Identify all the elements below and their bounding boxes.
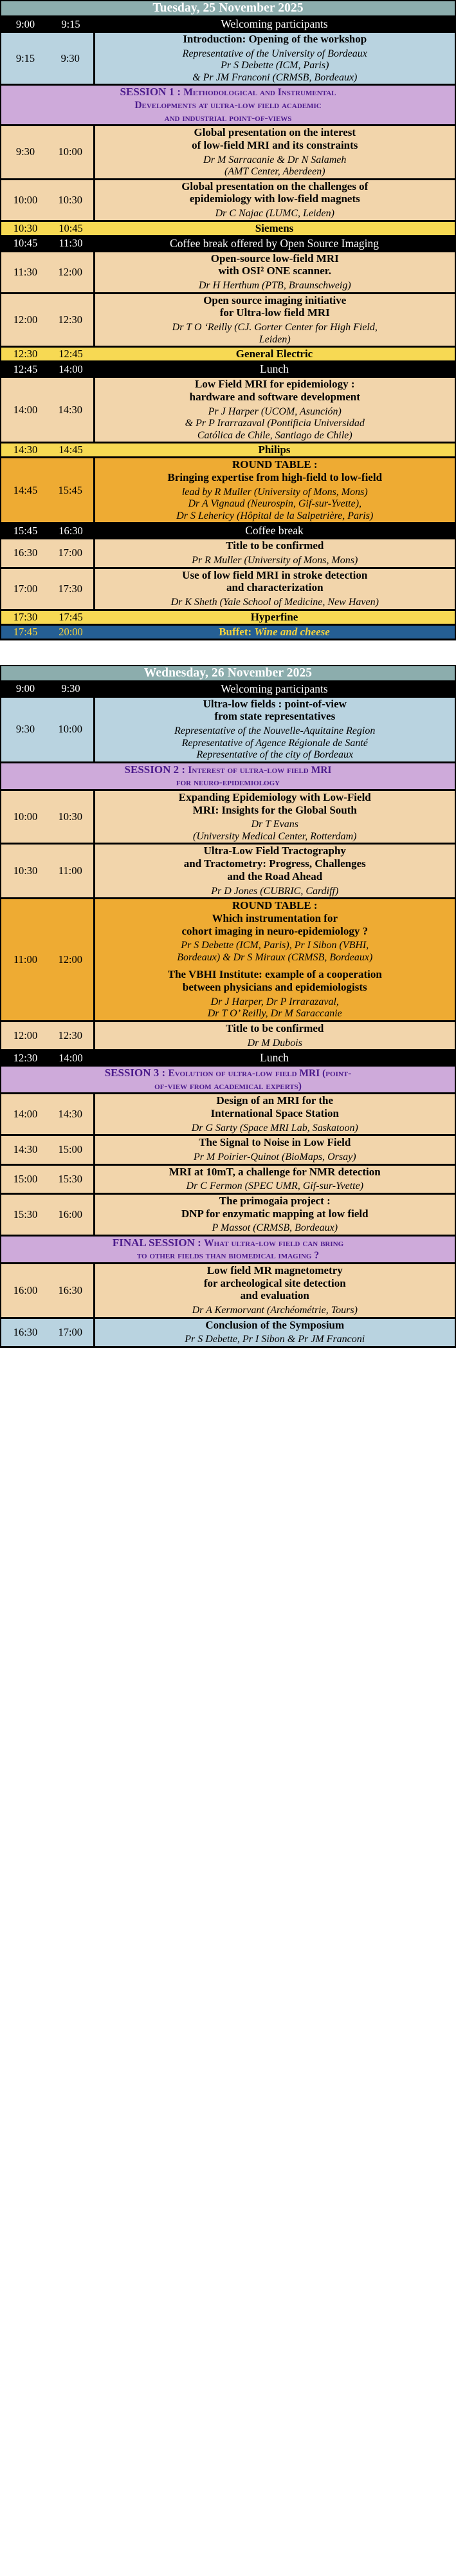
talk-row — [1, 790, 455, 844]
session-title-text: Global presentation on the interest of low-field MRI and its constraints — [192, 126, 358, 151]
end-time: 11:00 — [48, 844, 94, 899]
talk-row — [1, 539, 455, 568]
start-time: 10:30 — [1, 221, 48, 236]
session-title-text: Title to be confirmed — [226, 1022, 324, 1034]
break-row — [1, 17, 455, 32]
day-block — [0, 0, 456, 640]
end-time: 10:30 — [48, 790, 94, 844]
buffet-label: Buffet: Wine and cheese — [94, 624, 455, 639]
talk-content — [94, 32, 455, 85]
session-speaker-text: Dr K Sheth (Yale School of Medicine, New Haven) — [170, 597, 379, 608]
session-title-text: ROUND TABLE : Which instrumentation for cohort imaging in neuro-epidemiology ? — [181, 899, 369, 937]
buffet-detail: Wine and cheese — [254, 625, 330, 638]
talk-content — [94, 899, 455, 1022]
day-title: Tuesday, 25 November 2025 — [1, 1, 455, 17]
start-time: 12:45 — [1, 362, 48, 377]
session-speaker-text: Dr M Sarracanie & Dr N Salameh (AMT Center, Aberdeen) — [203, 154, 347, 178]
start-time: 14:45 — [1, 458, 48, 523]
end-time: 16:30 — [48, 523, 94, 539]
session-title-text: Introduction: Opening of the workshop — [183, 33, 367, 45]
start-time: 9:30 — [1, 126, 48, 180]
day-table — [1, 1, 455, 639]
start-time: 14:00 — [1, 377, 48, 443]
session-title-text: The VBHI Institute: example of a cooperation between physicians and epidemiologists — [167, 968, 382, 994]
talk-row — [1, 1135, 455, 1164]
start-time: 10:45 — [1, 236, 48, 251]
end-time: 12:30 — [48, 293, 94, 347]
session-title-text: Ultra-Low Field Tractography and Tractometry: Progress, Challenges and the Road Ahead — [183, 845, 366, 882]
break-label: Lunch — [94, 362, 455, 377]
session-title-text: MRI at 10mT, a challenge for NMR detection — [169, 1165, 381, 1178]
start-time: 9:15 — [1, 32, 48, 85]
end-time: 16:00 — [48, 1193, 94, 1235]
end-time: 9:15 — [48, 17, 94, 32]
session-speaker-text: Pr J Harper (UCOM, Asunción) & Pr P Irarrazaval (Pontificia Universidad Católica de Chile, Santiago de Chile) — [185, 406, 365, 441]
end-time: 17:45 — [48, 610, 94, 624]
break-label: Welcoming participants — [94, 17, 455, 32]
session-speaker-text: Dr H Herthum (PTB, Braunschweig) — [198, 280, 351, 292]
session-title-text: Global presentation on the challenges of epidemiology with low-field magnets — [181, 180, 369, 205]
talk-content — [94, 377, 455, 443]
end-time: 17:30 — [48, 568, 94, 610]
break-label: Lunch — [94, 1050, 455, 1066]
talk-content — [94, 696, 455, 762]
talk-content — [94, 790, 455, 844]
break-row — [1, 362, 455, 377]
talk-row — [1, 1193, 455, 1235]
day-title: Wednesday, 26 November 2025 — [1, 666, 455, 682]
start-time: 15:45 — [1, 523, 48, 539]
talk-content — [94, 458, 455, 523]
vendor-row — [1, 610, 455, 624]
end-time: 20:00 — [48, 624, 94, 639]
talk-row — [1, 1021, 455, 1050]
start-time: 15:00 — [1, 1164, 48, 1193]
session-banner-lead: FINAL SESSION : — [112, 1236, 205, 1249]
start-time: 12:30 — [1, 1050, 48, 1066]
end-time: 12:00 — [48, 899, 94, 1022]
session-speaker-text: Dr C Fermon (SPEC UMR, Gif-sur-Yvette) — [186, 1181, 364, 1192]
start-time: 12:00 — [1, 1021, 48, 1050]
session-speaker-text: Dr C Najac (LUMC, Leiden) — [215, 208, 334, 219]
end-time: 10:00 — [48, 126, 94, 180]
break-label: Coffee break — [94, 523, 455, 539]
talk-row — [1, 1094, 455, 1135]
session-banner — [1, 762, 455, 790]
session-banner-subject: Interest of ultra-low field MRI for neuro-epidemiology — [176, 764, 332, 789]
talk-content — [94, 568, 455, 610]
start-time: 17:00 — [1, 568, 48, 610]
session-speaker-text: Dr T O ‘Reilly (CJ. Gorter Center for High Field, Leiden) — [172, 322, 378, 345]
end-time: 9:30 — [48, 681, 94, 696]
end-time: 12:45 — [48, 347, 94, 362]
start-time: 17:45 — [1, 624, 48, 639]
talk-row — [1, 696, 455, 762]
end-time: 17:00 — [48, 1318, 94, 1346]
talk-row — [1, 844, 455, 899]
talk-row — [1, 293, 455, 347]
talk-row — [1, 179, 455, 221]
session-speaker-text: Dr T Evans (University Medical Center, Rotterdam) — [193, 819, 357, 842]
end-time: 17:00 — [48, 539, 94, 568]
session-banner-lead: SESSION 2 : — [124, 763, 188, 776]
session-title-text: The primogaia project : DNP for enzymatic mapping at low field — [181, 1194, 369, 1220]
start-time: 10:30 — [1, 844, 48, 899]
day-header-row — [1, 666, 455, 682]
session-speaker-text: lead by R Muller (University of Mons, Mons) Dr A Vignaud (Neurospin, Gif-sur-Yvette), Dr S Lehericy (Hôpital de la Salpetrière, Paris) — [176, 486, 374, 521]
session-title-text: Title to be confirmed — [226, 539, 324, 552]
vendor-row — [1, 443, 455, 458]
session-banner-row — [1, 1066, 455, 1094]
session-speaker-text: Dr J Harper, Dr P Irrarazaval, Dr T O’ Reilly, Dr M Saraccanie — [207, 996, 342, 1020]
vendor-label: Philips — [94, 443, 455, 458]
break-label: Coffee break offered by Open Source Imaging — [94, 236, 455, 251]
talk-row — [1, 377, 455, 443]
talk-row — [1, 899, 455, 1022]
session-title-text: Open-source low-field MRI with OSI² ONE scanner. — [210, 252, 339, 277]
start-time: 9:00 — [1, 17, 48, 32]
talk-row — [1, 568, 455, 610]
session-banner — [1, 1066, 455, 1094]
start-time: 16:00 — [1, 1264, 48, 1318]
end-time: 9:30 — [48, 32, 94, 85]
session-speaker-text: Dr A Kermorvant (Archéométrie, Tours) — [192, 1305, 358, 1316]
session-banner — [1, 85, 455, 126]
talk-row — [1, 458, 455, 523]
break-row — [1, 681, 455, 696]
break-label: Welcoming participants — [94, 681, 455, 696]
end-time: 14:00 — [48, 362, 94, 377]
vendor-label: Hyperfine — [94, 610, 455, 624]
start-time: 9:30 — [1, 696, 48, 762]
session-title-text: Low Field MRI for epidemiology : hardware and software development — [189, 378, 360, 403]
session-title-text: Ultra-low fields : point-of-view from state representatives — [203, 697, 347, 723]
session-banner-row — [1, 1235, 455, 1263]
session-banner-lead: SESSION 3 : — [104, 1067, 169, 1079]
end-time: 11:30 — [48, 236, 94, 251]
vendor-label: General Electric — [94, 347, 455, 362]
start-time: 12:30 — [1, 347, 48, 362]
break-row — [1, 236, 455, 251]
session-banner-row — [1, 85, 455, 126]
talk-content — [94, 1135, 455, 1164]
talk-content — [94, 1264, 455, 1318]
start-time: 14:30 — [1, 1135, 48, 1164]
session-speaker-text: P Massot (CRMSB, Bordeaux) — [212, 1222, 338, 1234]
end-time: 10:30 — [48, 179, 94, 221]
session-banner-subject: Methodological and Instrumental Developments at ultra-low field academic and industrial point-of-views — [134, 87, 336, 124]
talk-content — [94, 1021, 455, 1050]
session-speaker-text: Pr D Jones (CUBRIC, Cardiff) — [211, 885, 339, 897]
session-title-text: Open source imaging initiative for Ultra-low field MRI — [203, 294, 347, 319]
session-banner-row — [1, 762, 455, 790]
end-time: 14:45 — [48, 443, 94, 458]
session-speaker-text: Representative of the Nouvelle-Aquitaine Region Representative of Agence Régionale de Santé Representative of the city of Bordeaux — [174, 725, 376, 761]
end-time: 10:00 — [48, 696, 94, 762]
end-time: 14:30 — [48, 1094, 94, 1135]
session-speaker-text: Pr S Debette (ICM, Paris), Pr I Sibon (VBHI, Bordeaux) & Dr S Miraux (CRMSB, Bordeaux) — [177, 940, 373, 963]
session-speaker-text: Pr S Debette, Pr I Sibon & Pr JM Franconi — [185, 1334, 365, 1345]
buffet-row — [1, 624, 455, 639]
session-speaker-text: Pr R Muller (University of Mons, Mons) — [192, 555, 358, 566]
end-time: 12:30 — [48, 1021, 94, 1050]
talk-content — [94, 293, 455, 347]
break-row — [1, 523, 455, 539]
session-title-text: ROUND TABLE : Bringing expertise from high-field to low-field — [167, 458, 383, 483]
end-time: 16:30 — [48, 1264, 94, 1318]
session-title-text: Conclusion of the Symposium — [205, 1318, 345, 1331]
day-header-row — [1, 1, 455, 17]
talk-row — [1, 1318, 455, 1346]
start-time: 12:00 — [1, 293, 48, 347]
talk-row — [1, 251, 455, 293]
day-block — [0, 665, 456, 1348]
session-title-text: Expanding Epidemiology with Low-Field MRI: Insights for the Global South — [178, 790, 371, 816]
talk-row — [1, 32, 455, 85]
session-speaker-text: Representative of the University of Bordeaux Pr S Debette (ICM, Paris) & Pr JM Franconi (CRMSB, Bordeaux) — [182, 48, 367, 83]
session-title-text: Design of an MRI for the International Space Station — [210, 1094, 339, 1120]
end-time: 15:45 — [48, 458, 94, 523]
session-title-text: The Signal to Noise in Low Field — [199, 1136, 351, 1149]
talk-content — [94, 1193, 455, 1235]
talk-content — [94, 179, 455, 221]
start-time: 14:00 — [1, 1094, 48, 1135]
end-time: 10:45 — [48, 221, 94, 236]
day-table — [1, 666, 455, 1346]
end-time: 14:30 — [48, 377, 94, 443]
talk-content — [94, 1094, 455, 1135]
talk-content — [94, 126, 455, 180]
start-time: 15:30 — [1, 1193, 48, 1235]
talk-content — [94, 1164, 455, 1193]
end-time: 14:00 — [48, 1050, 94, 1066]
session-speaker-text: Pr M Poirier-Quinot (BioMaps, Orsay) — [193, 1152, 356, 1163]
end-time: 15:00 — [48, 1135, 94, 1164]
vendor-row — [1, 347, 455, 362]
start-time: 10:00 — [1, 790, 48, 844]
session-speaker-text: Dr M Dubois — [247, 1037, 302, 1049]
start-time: 16:30 — [1, 1318, 48, 1346]
talk-content — [94, 844, 455, 899]
vendor-row — [1, 221, 455, 236]
start-time: 10:00 — [1, 179, 48, 221]
day-separator — [0, 640, 456, 665]
session-banner-subject: Evolution of ultra-low field MRI (point- of-view from academical experts) — [154, 1068, 352, 1092]
start-time: 16:30 — [1, 539, 48, 568]
talk-row — [1, 1264, 455, 1318]
start-time: 11:30 — [1, 251, 48, 293]
start-time: 9:00 — [1, 681, 48, 696]
session-banner-lead: SESSION 1 : — [120, 86, 184, 98]
end-time: 15:30 — [48, 1164, 94, 1193]
session-title-text: Low field MR magnetometry for archeological site detection and evaluation — [203, 1264, 346, 1302]
start-time: 17:30 — [1, 610, 48, 624]
talk-row — [1, 1164, 455, 1193]
break-row — [1, 1050, 455, 1066]
talk-content — [94, 251, 455, 293]
start-time: 14:30 — [1, 443, 48, 458]
vendor-label: Siemens — [94, 221, 455, 236]
session-banner — [1, 1235, 455, 1263]
session-speaker-text: Dr G Sarty (Space MRI Lab, Saskatoon) — [191, 1122, 358, 1134]
talk-content — [94, 1318, 455, 1346]
talk-row — [1, 126, 455, 180]
start-time: 11:00 — [1, 899, 48, 1022]
session-banner-subject: What ultra-low field can bring to other fields than biomedical imaging ? — [136, 1237, 344, 1262]
talk-content — [94, 539, 455, 568]
session-title-text: Use of low field MRI in stroke detection and characterization — [182, 568, 368, 594]
end-time: 12:00 — [48, 251, 94, 293]
